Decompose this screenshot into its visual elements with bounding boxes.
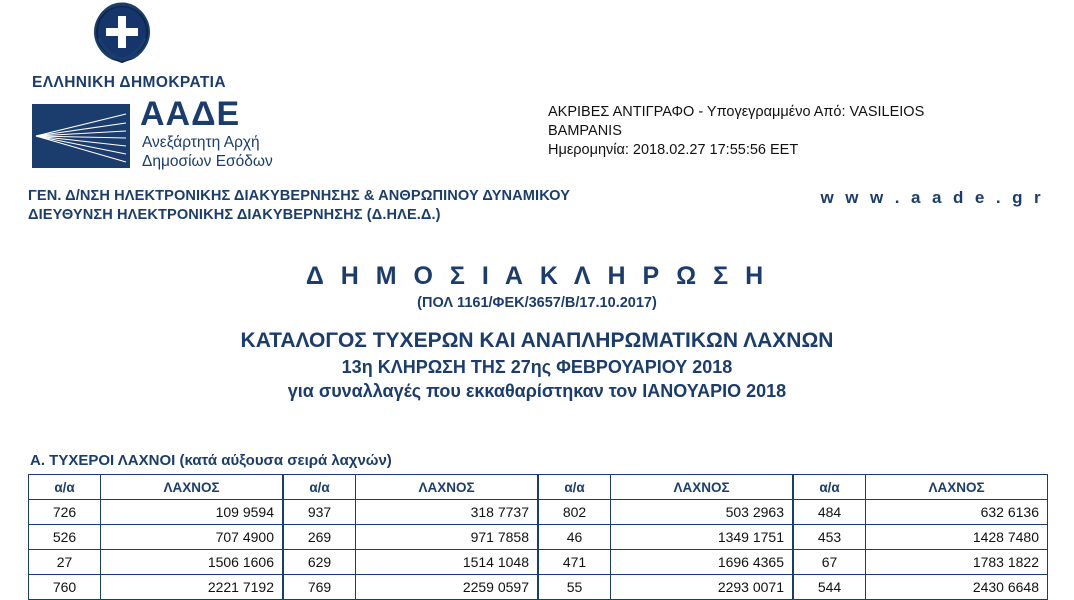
column-header-lot: ΛΑΧΝΟΣ: [866, 475, 1048, 500]
table-row: [29, 500, 1048, 525]
cell-index: 453: [794, 525, 866, 550]
column-header-index: α/α: [284, 475, 356, 500]
column-header-index: α/α: [794, 475, 866, 500]
title-public-draw: Δ Η Μ Ο Σ Ι Α Κ Λ Η Ρ Ω Σ Η: [305, 262, 769, 290]
cell-lot: 1783 1822: [866, 550, 1048, 575]
aade-name-line2: Δημοσίων Εσόδων: [142, 153, 273, 170]
column-header-index: α/α: [539, 475, 611, 500]
cell-index: 46: [539, 525, 611, 550]
cell-lot: 318 7737: [356, 500, 538, 525]
signature-date: Ημερομηνία: 2018.02.27 17:55:56 EET: [548, 142, 799, 158]
hellenic-republic-label: ΕΛΛΗΝΙΚΗ ΔΗΜΟΚΡΑΤΙΑ: [32, 74, 226, 91]
cell-lot: 2430 6648: [866, 575, 1048, 600]
cell-lot: 971 7858: [356, 525, 538, 550]
cell-index: 269: [284, 525, 356, 550]
table-header-row: [29, 475, 1048, 500]
title-period: για συναλλαγές που εκκαθαρίστηκαν τον ΙΑΝΟΥΑΡΙΟ 2018: [287, 381, 787, 401]
title-catalog: ΚΑΤΑΛΟΓΟΣ ΤΥΧΕΡΩΝ ΚΑΙ ΑΝΑΠΛΗΡΩΜΑΤΙΚΩΝ ΛΑΧΝΩΝ: [240, 329, 834, 352]
cell-lot: 1506 1606: [101, 550, 283, 575]
cell-index: 726: [29, 500, 101, 525]
digital-signature-note: [548, 103, 1018, 160]
table-row: [29, 550, 1048, 575]
cell-lot: 109 9594: [101, 500, 283, 525]
signature-line2: BAMPANIS: [548, 123, 622, 139]
title-legal-reference: (ΠΟΛ 1161/ΦΕΚ/3657/Β/17.10.2017): [417, 295, 657, 311]
aade-acronym: ΑΑΔΕ: [140, 95, 241, 133]
document-titles: [0, 262, 1074, 402]
title-draw-number: 13η ΚΛΗΡΩΣΗ ΤΗΣ 27ης ΦΕΒΡΟΥΑΡΙΟΥ 2018: [341, 357, 733, 377]
cell-lot: 1349 1751: [611, 525, 793, 550]
cell-lot: 1428 7480: [866, 525, 1048, 550]
cell-index: 629: [284, 550, 356, 575]
signature-line1: ΑΚΡΙΒΕΣ ΑΝΤΙΓΡΑΦΟ - Υπογεγραμμένο Από: VASILEIOS: [548, 104, 925, 120]
cell-lot: 1696 4365: [611, 550, 793, 575]
cell-lot: 2221 7192: [101, 575, 283, 600]
cell-index: 526: [29, 525, 101, 550]
document-header: [0, 0, 1074, 240]
cell-index: 760: [29, 575, 101, 600]
cell-index: 27: [29, 550, 101, 575]
cell-lot: 1514 1048: [356, 550, 538, 575]
aade-name-line1: Ανεξάρτητη Αρχή: [142, 134, 260, 151]
department-line-2: ΔΙΕΥΘΥΝΣΗ ΗΛΕΚΤΡΟΝΙΚΗΣ ΔΙΑΚΥΒΕΡΝΗΣΗΣ (Δ.ΗΛΕ.Δ.): [28, 207, 441, 223]
cell-lot: 2259 0597: [356, 575, 538, 600]
section-title-winning-lots: Α. ΤΥΧΕΡΟΙ ΛΑΧΝΟΙ (κατά αύξουσα σειρά λαχνών): [30, 452, 392, 469]
column-header-lot: ΛΑΧΝΟΣ: [611, 475, 793, 500]
department-line-1: ΓΕΝ. Δ/ΝΣΗ ΗΛΕΚΤΡΟΝΙΚΗΣ ΔΙΑΚΥΒΕΡΝΗΣΗΣ & ΑΝΘΡΩΠΙΝΟΥ ΔΥΝΑΜΙΚΟΥ: [28, 188, 571, 204]
aade-mark-icon: [32, 104, 130, 168]
greek-coat-of-arms-icon: [88, 2, 156, 70]
cell-index: 802: [539, 500, 611, 525]
cell-index: 471: [539, 550, 611, 575]
cell-lot: 503 2963: [611, 500, 793, 525]
column-header-lot: ΛΑΧΝΟΣ: [101, 475, 283, 500]
cell-index: 67: [794, 550, 866, 575]
cell-index: 484: [794, 500, 866, 525]
column-header-index: α/α: [29, 475, 101, 500]
winning-lots-table: [28, 474, 1048, 600]
column-header-lot: ΛΑΧΝΟΣ: [356, 475, 538, 500]
cell-index: 937: [284, 500, 356, 525]
cell-index: 55: [539, 575, 611, 600]
website-url[interactable]: w w w . a a d e . g r: [820, 188, 1044, 207]
cell-lot: 707 4900: [101, 525, 283, 550]
cell-index: 544: [794, 575, 866, 600]
table-row: [29, 575, 1048, 600]
cell-lot: 2293 0071: [611, 575, 793, 600]
table-row: [29, 525, 1048, 550]
aade-logo-block: [32, 96, 322, 171]
winning-lots-table-wrap: [28, 474, 1046, 600]
cell-lot: 632 6136: [866, 500, 1048, 525]
cell-index: 769: [284, 575, 356, 600]
